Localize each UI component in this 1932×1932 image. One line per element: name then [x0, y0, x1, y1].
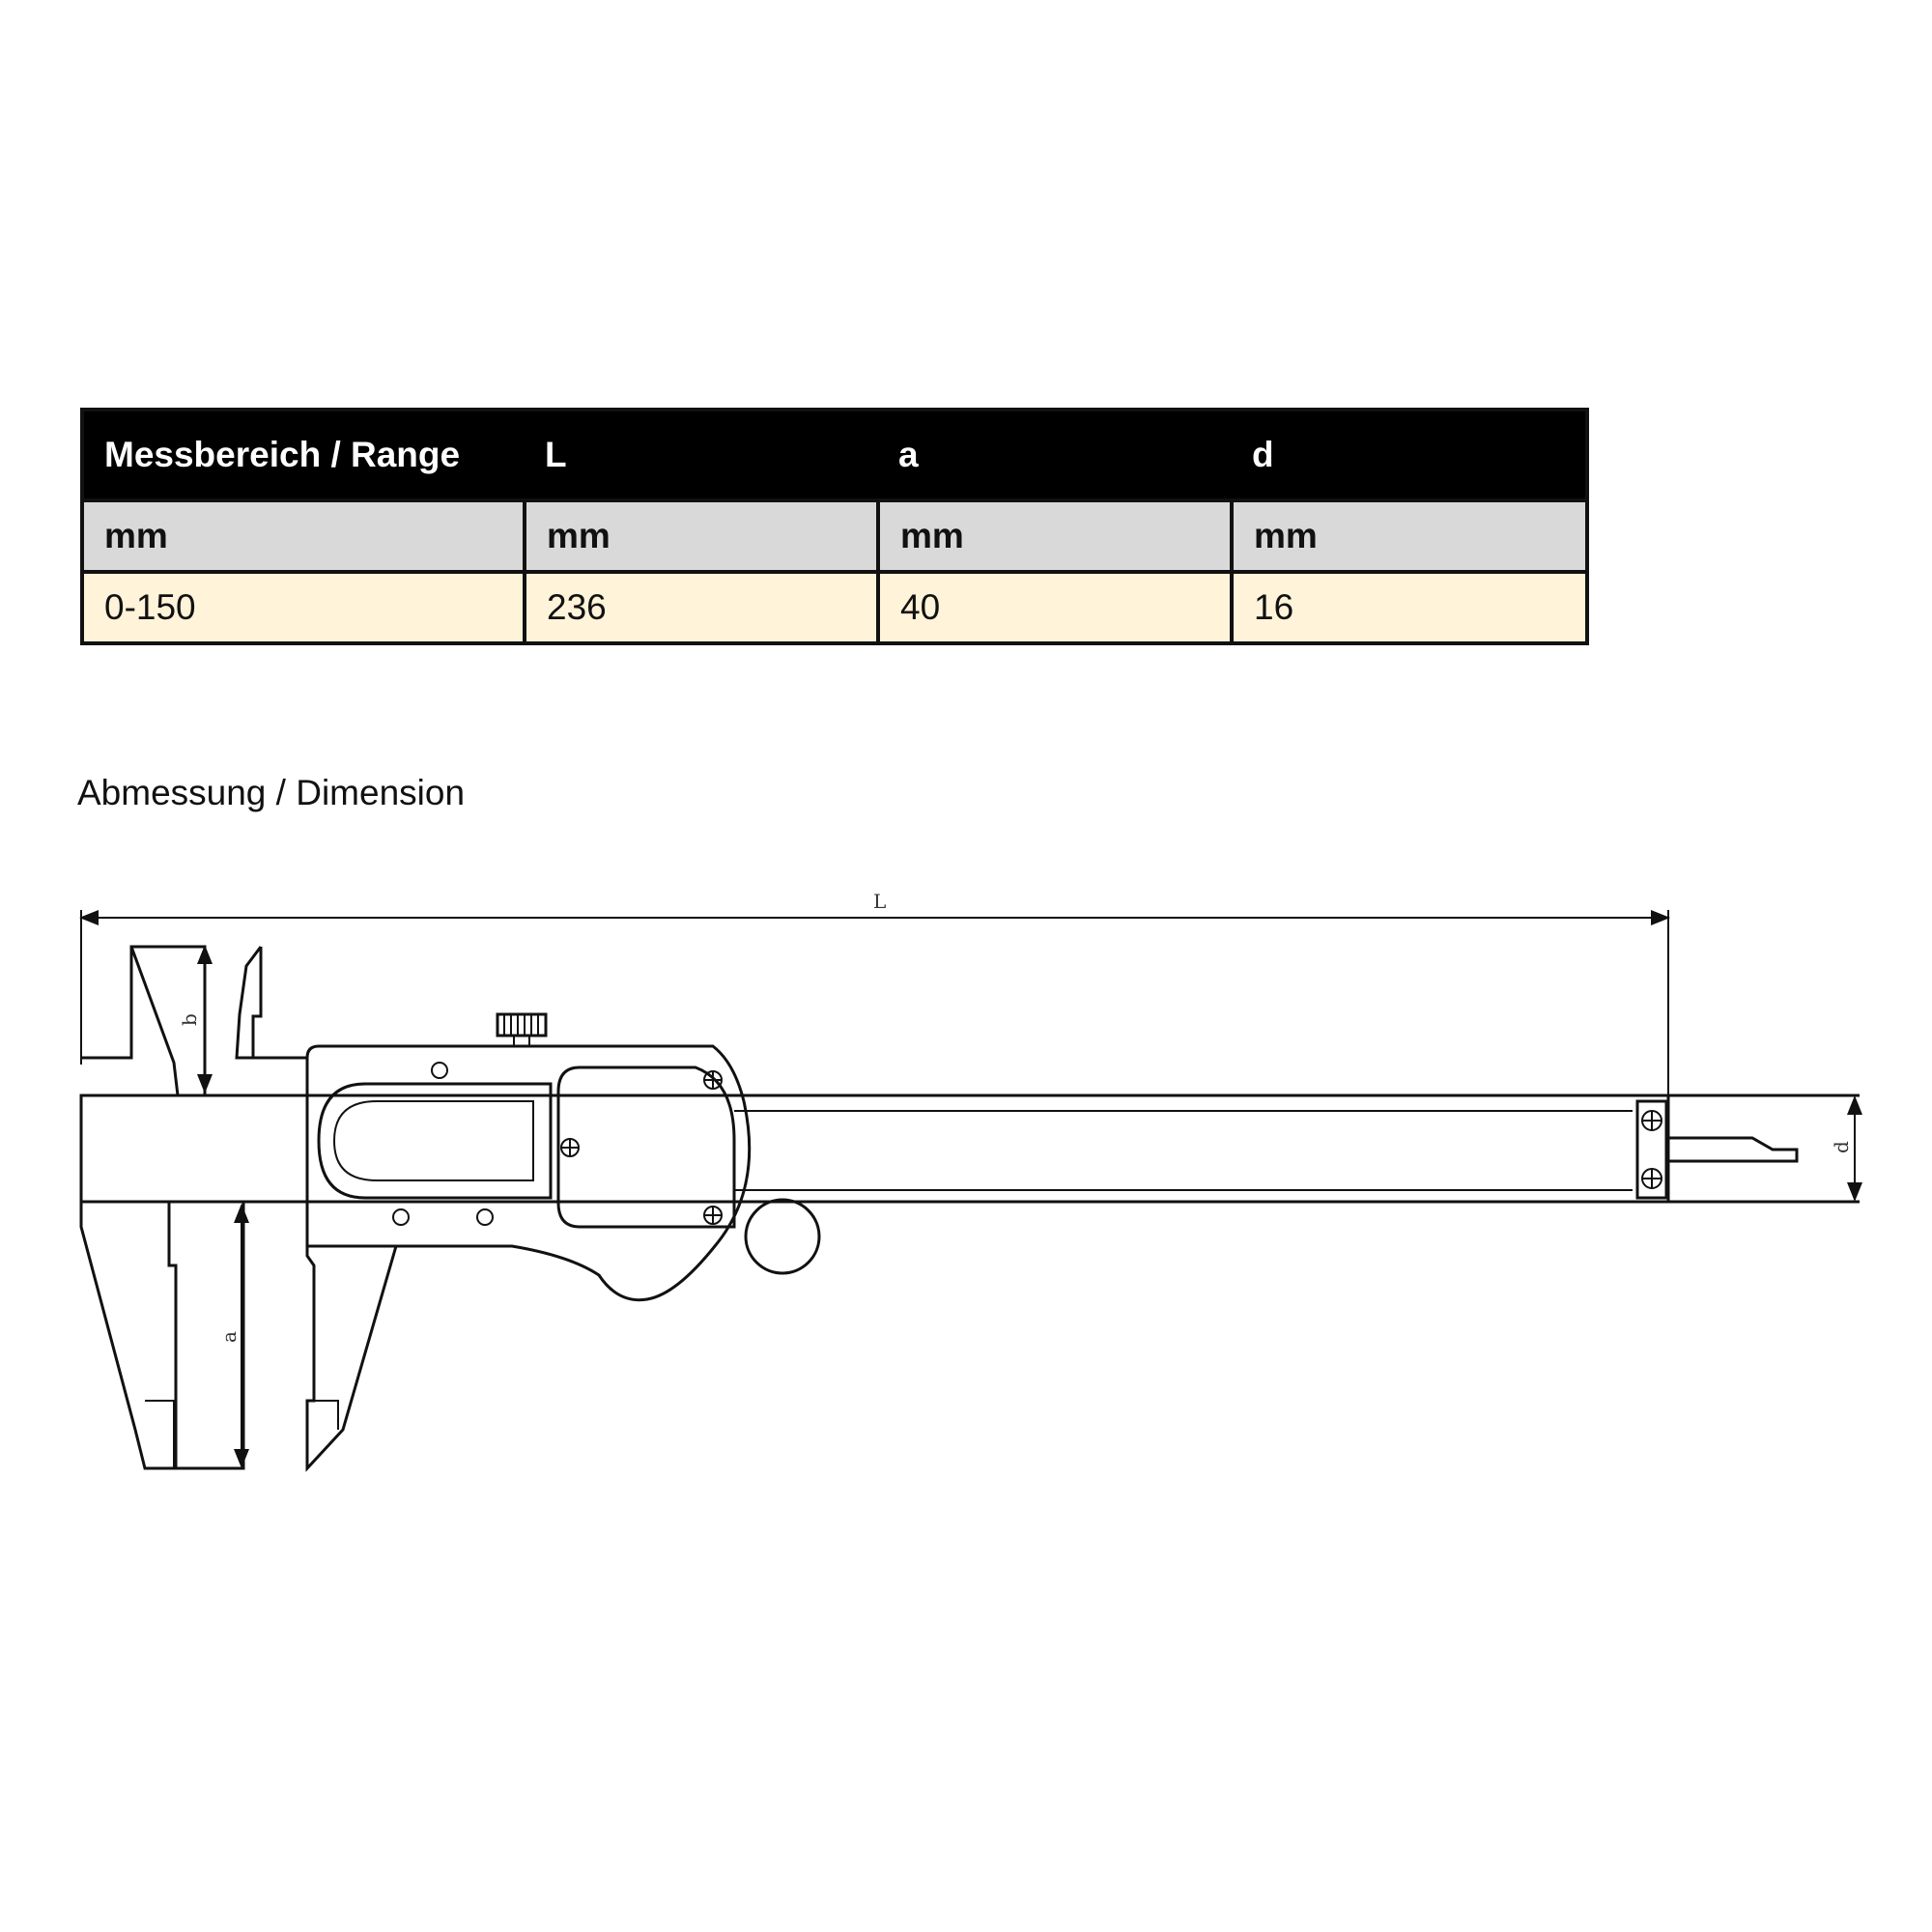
- unit-d: mm: [1232, 500, 1587, 572]
- dimension-d: [1830, 1097, 1855, 1200]
- label-L: L: [873, 890, 887, 913]
- label-a: a: [217, 1331, 241, 1343]
- unit-L: mm: [525, 500, 878, 572]
- unit-range: mm: [82, 500, 525, 572]
- moving-jaw: [237, 947, 396, 1468]
- label-b: b: [178, 1013, 201, 1026]
- lock-knob-icon: [746, 1200, 819, 1273]
- unit-a: mm: [878, 500, 1232, 572]
- dimension-b: [178, 947, 205, 1092]
- dimension-L: [81, 890, 1668, 1099]
- value-range: 0-150: [82, 572, 525, 643]
- header-d: d: [1232, 410, 1587, 500]
- fixed-jaw: [81, 947, 243, 1468]
- thumb-wheel-icon: [497, 1014, 546, 1046]
- header-a: a: [878, 410, 1232, 500]
- slider-body: [307, 1046, 750, 1300]
- value-a: 40: [878, 572, 1232, 643]
- header-L: L: [525, 410, 878, 500]
- label-d: d: [1830, 1141, 1853, 1153]
- section-title: Abmessung / Dimension: [77, 773, 466, 812]
- value-d: 16: [1232, 572, 1587, 643]
- header-range: Messbereich / Range: [82, 410, 525, 500]
- dimension-a: [217, 1206, 242, 1466]
- value-L: 236: [525, 572, 878, 643]
- beam-end-block: [1637, 1101, 1666, 1198]
